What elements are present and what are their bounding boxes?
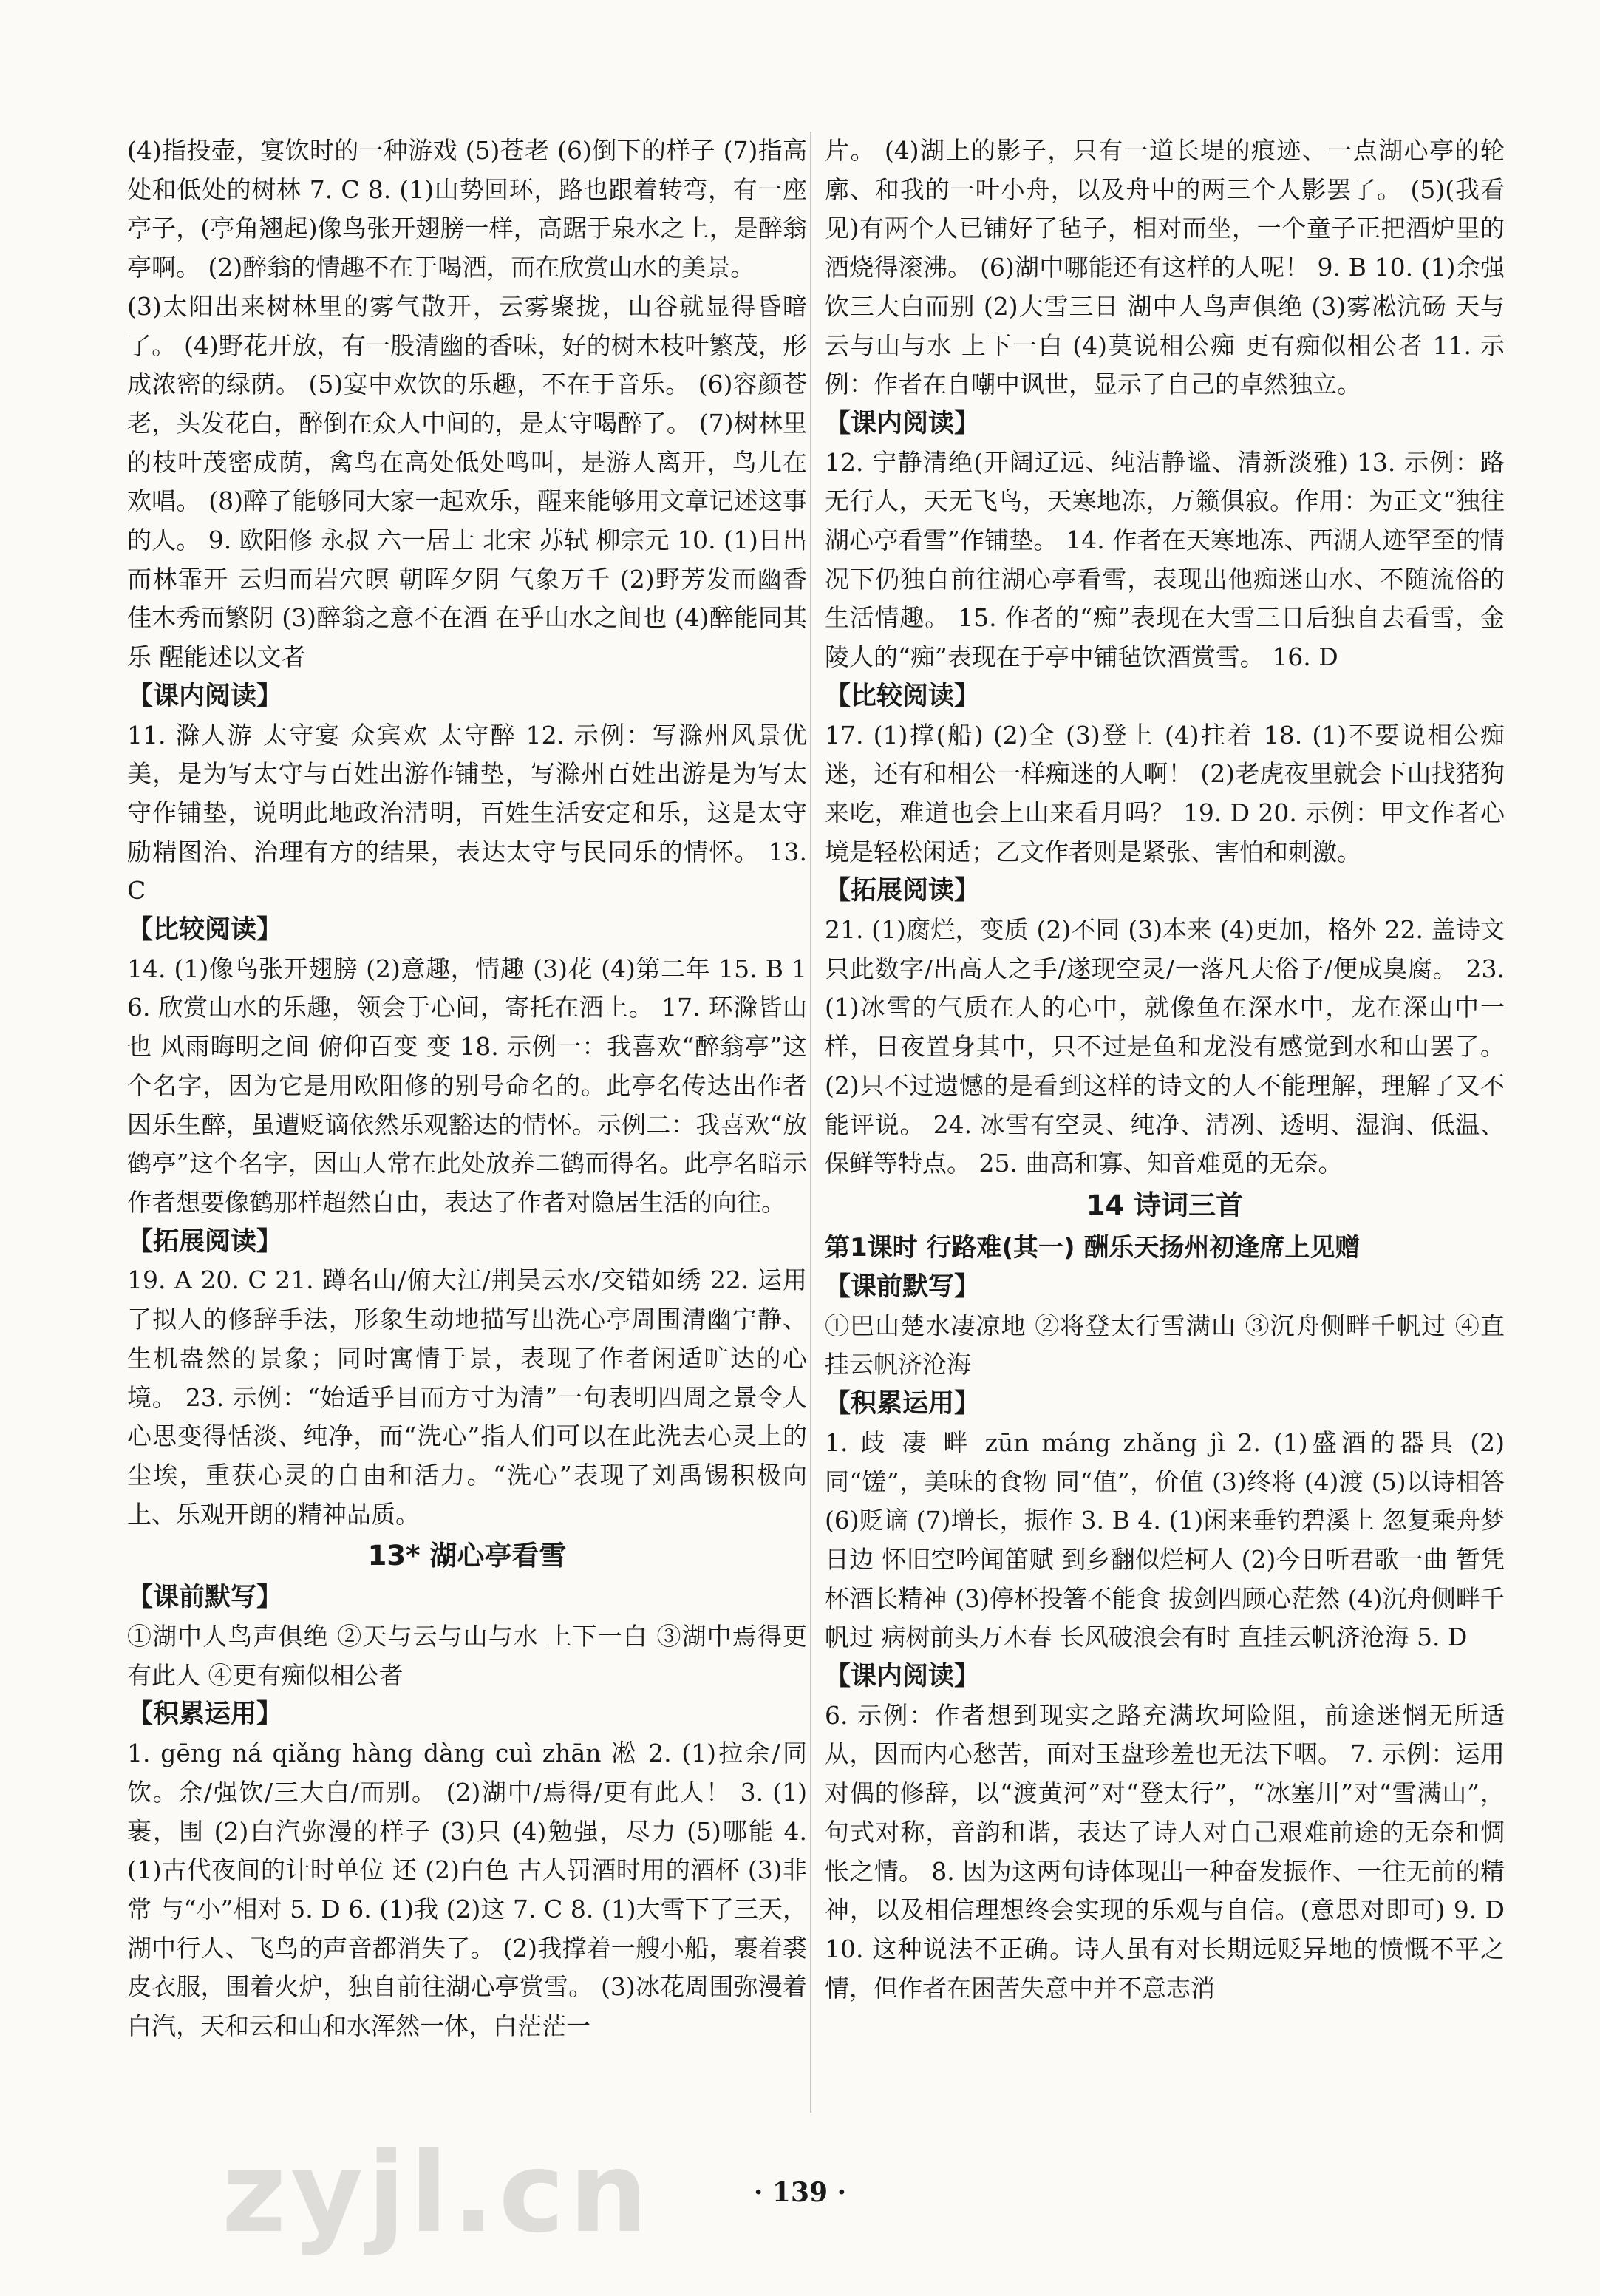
answer-paragraph: 21. (1)腐烂，变质 (2)不同 (3)本来 (4)更加，格外 22. 盖诗文只此数字/出高人之手/遂现空灵/一落凡夫俗子/便成臭腐。 23. (1)冰雪的气质在人的心中，就像鱼在深水中，龙在深山中一样，日夜置身其中，只不过是鱼和龙没有感觉到水和山罢了。 (2)只不过遗憾的是看到这样的诗文的人不能理解，理解了又不能评说。 24. 冰雪有空灵、纯净、清冽、透明、湿润、低温、保鲜等特点。 25. 曲高和寡、知音难觅的无奈。 <box>825 915 1505 1178</box>
section-heading: 【课内阅读】 <box>127 681 283 711</box>
page-number: · 139 · <box>753 2177 847 2208</box>
answer-paragraph: 1. gēng ná qiǎng hàng dàng cuì zhān 凇 2. (1)拉余/同饮。余/强饮/三大白/而别。 (2)湖中/焉得/更有此人！ 3. (1)裹，围 (2)白汽弥漫的样子 (3)只 (4)勉强，尽力 (5)哪能 4. (1)古代夜间的计时单位 还 (2)白色 古人罚酒时用的酒杯 (3)非常 与“小”相对 5. D 6. (1)我 (2)这 7. C 8. (1)大雪下了三天，湖中行人、飞鸟的声音都消失了。 (2)我撑着一艘小船，裹着裘皮衣服，围着火炉，独自前往湖心亭赏雪。 (3)冰花周围弥漫着白汽，天和云和山和水浑然一体，白茫茫一 <box>127 1739 807 2041</box>
answer-paragraph: ①巴山楚水凄凉地 ②将登太行雪满山 ③沉舟侧畔千帆过 ④直挂云帆济沧海 <box>825 1311 1505 1379</box>
right-column <box>825 132 1505 2008</box>
answer-paragraph: 6. 示例：作者想到现实之路充满坎坷险阻，前途迷惘无所适从，因而内心愁苦，面对玉盘珍羞也无法下咽。 7. 示例：运用对偶的修辞，以“渡黄河”对“登太行”，“冰塞川”对“雪满山”，句式对称，音韵和谐，表达了诗人对自己艰难前途的无奈和惆怅之情。 8. 因为这两句诗体现出一种奋发振作、一往无前的精神，以及相信理想终会实现的乐观与自信。(意思对即可) 9. D 10. 这种说法不正确。诗人虽有对长期远贬异地的愤慨不平之情，但作者在困苦失意中并不意志消 <box>825 1700 1505 2003</box>
section-heading: 【拓展阅读】 <box>127 1226 283 1257</box>
lesson-title: 13* 湖心亭看雪 <box>367 1540 567 1572</box>
section-heading: 【积累运用】 <box>825 1389 981 1419</box>
answer-paragraph: 片。 (4)湖上的影子，只有一道长堤的痕迹、一点湖心亭的轮廓、和我的一叶小舟，以及舟中的两三个人影罢了。 (5)(我看见)有两个人已铺好了毡子，相对而坐，一个童子正把酒炉里的酒烧得滚沸。 (6)湖中哪能还有这样的人呢！ 9. B 10. (1)余强饮三大白而别 (2)大雪三日 湖中人鸟声俱绝 (3)雾凇沆砀 天与云与山与水 上下一白 (4)莫说相公痴 更有痴似相公者 11. 示例：作者在自嘲中讽世，显示了自己的卓然独立。 <box>825 136 1505 399</box>
left-column <box>127 132 807 2046</box>
section-heading: 【拓展阅读】 <box>825 876 981 906</box>
answer-paragraph: ①湖中人鸟声俱绝 ②天与云与山与水 上下一白 ③湖中焉得更有此人 ④更有痴似相公者 <box>127 1622 807 1690</box>
answer-paragraph: 17. (1)撑(船) (2)全 (3)登上 (4)拄着 18. (1)不要说相公痴迷，还有和相公一样痴迷的人啊！ (2)老虎夜里就会下山找猪狗来吃，难道也会上山来看月吗？ 19. D 20. 示例：甲文作者心境是轻松闲适；乙文作者则是紧张、害怕和刺激。 <box>825 720 1505 866</box>
answer-paragraph: 1. 歧 凄 畔 zūn máng zhǎng jì 2. (1)盛酒的器具 (2)同“馐”，美味的食物 同“值”，价值 (3)终将 (4)渡 (5)以诗相答 (6)贬谪 (7)增长，振作 3. B 4. (1)闲来垂钓碧溪上 忽复乘舟梦日边 怀旧空吟闻笛赋 到乡翻似烂柯人 (2)今日听君歌一曲 暂凭杯酒长精神 (3)停杯投箸不能食 拔剑四顾心茫然 (4)沉舟侧畔千帆过 病树前头万木春 长风破浪会有时 直挂云帆济沧海 5. D <box>825 1427 1505 1652</box>
section-heading: 【比较阅读】 <box>825 681 981 711</box>
answer-paragraph: (4)指投壶，宴饮时的一种游戏 (5)苍老 (6)倒下的样子 (7)指高处和低处的树林 7. C 8. (1)山势回环，路也跟着转弯，有一座亭子，(亭角翘起)像鸟张开翅膀一样，高踞于泉水之上，是醉翁亭啊。 (2)醉翁的情趣不在于喝酒，而在欣赏山水的美景。 <box>127 136 807 282</box>
answer-paragraph: 12. 宁静清绝(开阔辽远、纯洁静谧、清新淡雅) 13. 示例：路无行人，天无飞鸟，天寒地冻，万籁俱寂。作用：为正文“独往湖心亭看雪”作铺垫。 14. 作者在天寒地冻、西湖人迹罕至的情况下仍独自前往湖心亭看雪，表现出他痴迷山水、不随流俗的生活情趣。 15. 作者的“痴”表现在大雪三日后独自去看雪，金陵人的“痴”表现在于亭中铺毡饮酒赏雪。 16. D <box>825 447 1505 672</box>
watermark: zyjl.cn <box>222 2129 653 2258</box>
answer-paragraph: 19. A 20. C 21. 蹲名山/俯大江/荆吴云水/交错如绣 22. 运用了拟人的修辞手法，形象生动地描写出洗心亭周围清幽宁静、生机盎然的景象；同时寓情于景，表现了作者闲适旷达的心境。 23. 示例：“始适乎目而方寸为清”一句表明四周之景令人心思变得恬淡、纯净，而“洗心”指人们可以在此洗去心灵上的尘埃，重获心灵的自由和活力。“洗心”表现了刘禹锡积极向上、乐观开朗的精神品质。 <box>127 1266 807 1529</box>
lesson-title: 14 诗词三首 <box>1086 1189 1244 1221</box>
answer-paragraph: 11. 滁人游 太守宴 众宾欢 太守醉 12. 示例：写滁州风景优美，是为写太守与百姓出游作铺垫，写滁州百姓出游是为写太守作铺垫，说明此地政治清明，百姓生活安定和乐，这是太守励精图治、治理有方的结果，表达太守与民同乐的情怀。 13. C <box>127 720 807 906</box>
lesson-subtitle: 第1课时 行路难(其一) 酬乐天扬州初逢席上见赠 <box>825 1232 1361 1263</box>
section-heading: 【比较阅读】 <box>127 915 283 945</box>
answer-paragraph: 14. (1)像鸟张开翅膀 (2)意趣，情趣 (3)花 (4)第二年 15. B 16. 欣赏山水的乐趣，领会于心间，寄托在酒上。 17. 环滁皆山也 风雨晦明之间 俯仰百变 变 18. 示例一：我喜欢“醉翁亭”这个名字，因为它是用欧阳修的别号命名的。此亭名传达出作者因乐生醉，虽遭贬谪依然乐观豁达的情怀。示例二：我喜欢“放鹤亭”这个名字，因山人常在此处放养二鹤而得名。此亭名暗示作者想要像鹤那样超然自由，表达了作者对隐居生活的向往。 <box>127 954 807 1217</box>
column-divider <box>810 132 811 2113</box>
answer-paragraph: (3)太阳出来树林里的雾气散开，云雾聚拢，山谷就显得昏暗了。 (4)野花开放，有一股清幽的香味，好的树木枝叶繁茂，形成浓密的绿荫。 (5)宴中欢饮的乐趣，不在于音乐。 (6)容颜苍老，头发花白，醉倒在众人中间的，是太守喝醉了。 (7)树林里的枝叶茂密成荫，禽鸟在高处低处鸣叫，是游人离开，鸟儿在欢唱。 (8)醉了能够同大家一起欢乐，醒来能够用文章记述这事的人。 9. 欧阳修 永叔 六一居士 北宋 苏轼 柳宗元 10. (1)日出而林霏开 云归而岩穴暝 朝晖夕阴 气象万千 (2)野芳发而幽香 佳木秀而繁阴 (3)醉翁之意不在酒 在乎山水之间也 (4)醉能同其乐 醒能述以文者 <box>127 291 807 672</box>
section-heading: 【课前默写】 <box>825 1271 981 1302</box>
section-heading: 【课前默写】 <box>127 1583 283 1613</box>
section-heading: 【课内阅读】 <box>825 408 981 438</box>
section-heading: 【课内阅读】 <box>825 1662 981 1692</box>
section-heading: 【积累运用】 <box>127 1699 283 1730</box>
